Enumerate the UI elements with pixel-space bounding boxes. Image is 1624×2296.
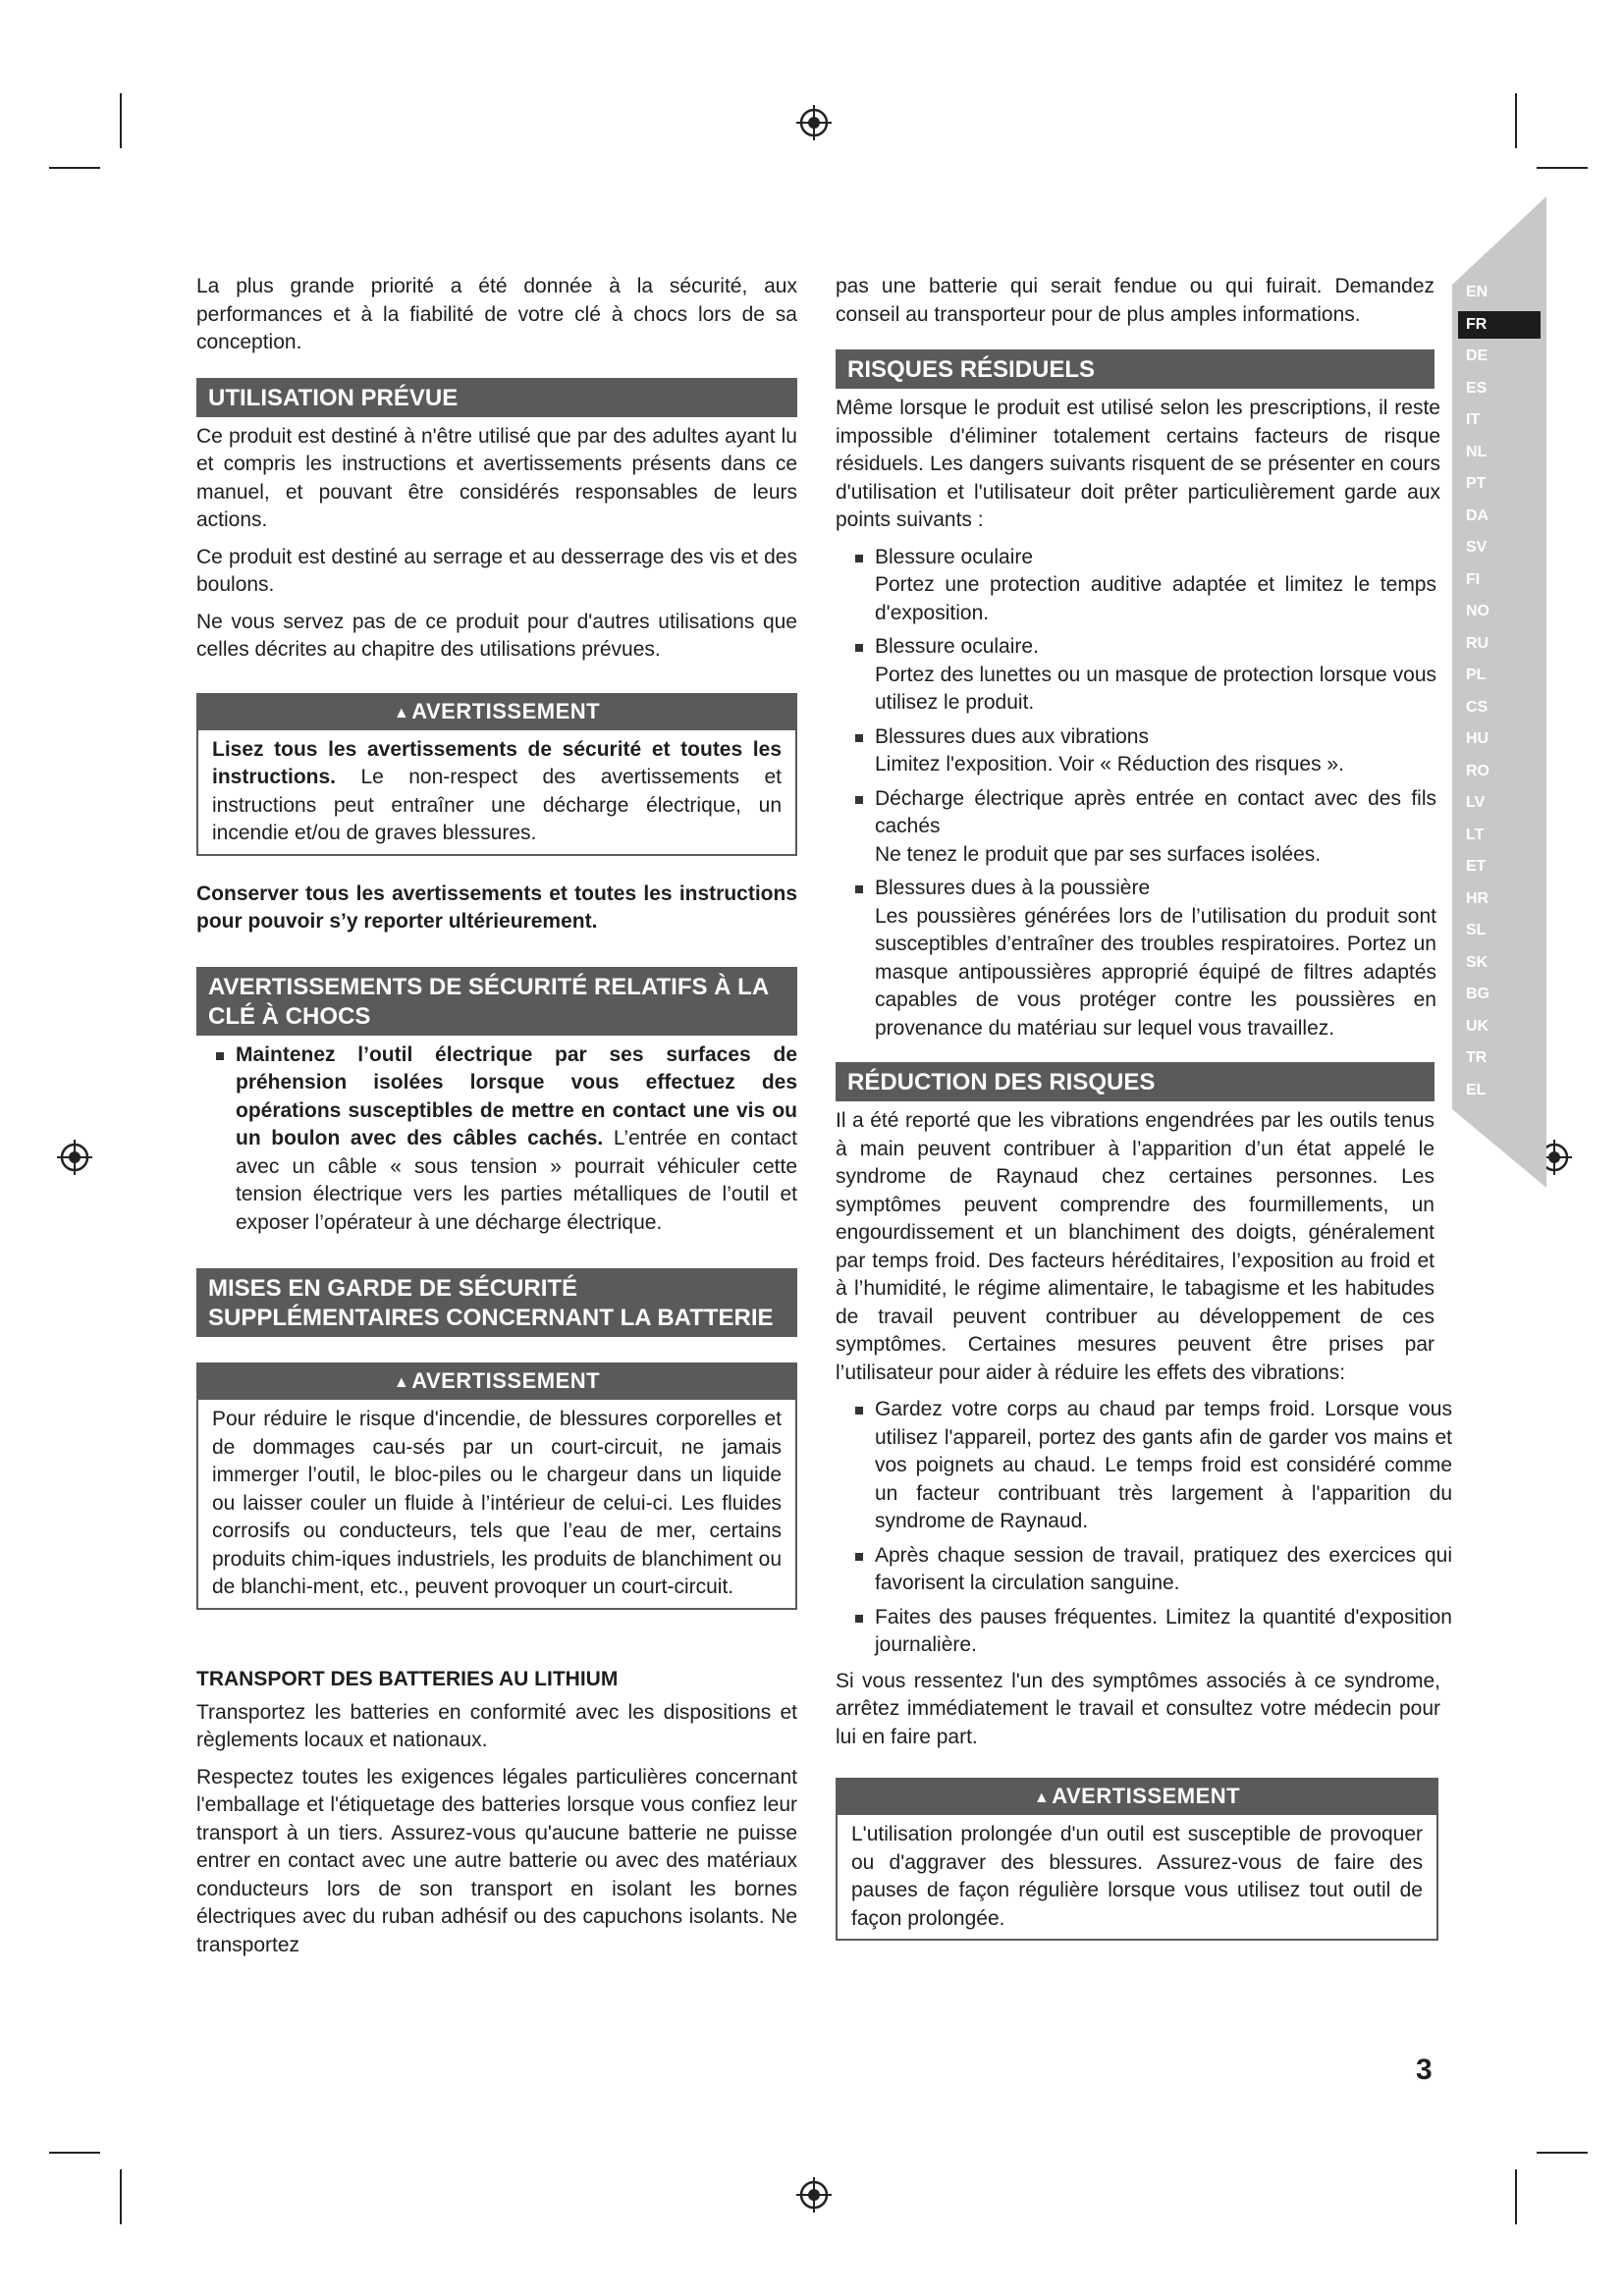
- list-item-title: Blessure oculaire: [875, 545, 1034, 568]
- crop-mark: [120, 2169, 122, 2224]
- warning-box: [196, 1362, 797, 1610]
- tab-nl[interactable]: NL: [1466, 443, 1488, 460]
- warning-text: L'utilisation prolongée d'un outil est susceptible de provoquer ou d'aggraver des blessures. Assurez-vous de faire des pauses de façon régulière lorsque vous utilisez tout outil de façon prolongée.: [851, 1823, 1423, 1930]
- tab-de[interactable]: DE: [1466, 347, 1489, 364]
- bullet-square-icon: [855, 1615, 863, 1623]
- tab-sl[interactable]: SL: [1466, 922, 1487, 938]
- crop-mark: [1537, 167, 1588, 169]
- list-item: [836, 1396, 1452, 1536]
- warning-text: [212, 736, 782, 848]
- bullet-square-icon: [855, 1407, 863, 1415]
- list-item-text: Limitez l'exposition. Voir « Réduction des risques ».: [875, 753, 1344, 775]
- tab-pl[interactable]: PL: [1466, 667, 1487, 683]
- list-item: [836, 1542, 1452, 1598]
- tab-tr[interactable]: TR: [1466, 1049, 1488, 1066]
- list-item: [836, 785, 1436, 870]
- intended-use-paragraph: Ne vous servez pas de ce produit pour d'autres utilisations que celles décrites au chapitre des utilisations prévues.: [196, 610, 797, 661]
- list-item-text: Ne tenez le produit que par ses surfaces isolées.: [875, 842, 1322, 866]
- registration-mark-icon: [794, 2175, 834, 2215]
- intro-paragraph: La plus grande priorité a été donnée à la sécurité, aux performances et à la fiabilité de votre clé à chocs lors de sa conception.: [196, 275, 797, 353]
- tab-bg[interactable]: BG: [1466, 986, 1489, 1002]
- warning-triangle-icon: ▲: [393, 1374, 410, 1391]
- page-number: 3: [1416, 2054, 1433, 2086]
- list-item: [196, 1041, 797, 1238]
- list-item-title: Décharge électrique après entrée en contact avec des fils cachés: [875, 786, 1436, 837]
- registration-mark-icon: [794, 103, 834, 142]
- warning-title: [198, 695, 795, 730]
- tab-da[interactable]: DA: [1466, 507, 1489, 524]
- list-item-title: Blessures dues à la poussière: [875, 877, 1151, 899]
- list-item-text: L’entrée en contact avec un câble « sous tension » pourrait véhiculer cette tension électrique vers les parties métalliques de l’outil et exposer l’opérateur à une décharge électrique.: [236, 1127, 797, 1234]
- bullet-square-icon: [855, 644, 863, 652]
- intended-use-paragraph: Ce produit est destiné au serrage et au desserrage des vis et des boulons.: [196, 545, 797, 596]
- crop-mark: [1515, 2169, 1517, 2224]
- transport-paragraph: Respectez toutes les exigences légales particulières concernant l'emballage et l'étiquetage des batteries lorsque vous confiez leur transport à un tiers. Assurez-vous qu'aucune batterie ne puisse entrer en contact avec une autre batterie ou avec des matériaux conducteurs lors de son transport en isolant les bornes électriques avec du ruban adhésif ou des capuchons isolants. Ne transportez: [196, 1765, 797, 1956]
- warning-title: [198, 1364, 795, 1400]
- bullet-square-icon: [855, 1553, 863, 1561]
- warning-body-text: Le non-respect des avertissements et instructions peut entraîner une décharge électrique, un incendie et/ou de graves blessures.: [212, 766, 782, 844]
- warning-title-text: AVERTISSEMENT: [1052, 1784, 1241, 1808]
- warning-triangle-icon: ▲: [1033, 1789, 1051, 1806]
- warning-box: [836, 1778, 1438, 1941]
- tab-it[interactable]: IT: [1466, 411, 1481, 428]
- list-item-text: Faites des pauses fréquentes. Limitez la quantité d'exposition journalière.: [875, 1605, 1452, 1656]
- tab-sk[interactable]: SK: [1466, 953, 1489, 971]
- reduction-list: [836, 1396, 1452, 1660]
- crop-mark: [49, 2152, 100, 2154]
- tab-ro[interactable]: RO: [1466, 762, 1489, 779]
- reduction-outro: Si vous ressentez l'un des symptômes associés à ce syndrome, arrêtez immédiatement le travail et consultez votre médecin pour lui en faire part.: [836, 1669, 1440, 1748]
- list-item-title: Blessures dues aux vibrations: [875, 724, 1149, 748]
- language-tabs: [1452, 196, 1546, 1188]
- warning-bold-text: Lisez tous les avertissements de sécurité et toutes les instructions.: [212, 737, 782, 788]
- section-heading-battery-safety: MISES EN GARDE DE SÉCURITÉ SUPPLÉMENTAIRES CONCERNANT LA BATTERIE: [196, 1268, 797, 1337]
- bullet-square-icon: [855, 796, 863, 804]
- list-item: [836, 1604, 1452, 1660]
- list-item-text: Les poussières générées lors de l’utilisation du produit sont susceptibles d’entraîner des troubles respiratoires. Portez un masque antipoussières approprié équipé de filtres adaptés capables de vous protéger contre les poussières en provenance du matériau sur lequel vous travaillez.: [875, 904, 1436, 1040]
- list-item: [836, 633, 1436, 718]
- section-heading-residual-risks: RISQUES RÉSIDUELS: [836, 349, 1435, 389]
- section-heading-intended-use: UTILISATION PRÉVUE: [196, 378, 797, 417]
- list-item-text: Portez des lunettes ou un masque de protection lorsque vous utilisez le produit.: [875, 663, 1436, 714]
- tab-et[interactable]: ET: [1466, 858, 1487, 875]
- warning-triangle-icon: ▲: [393, 704, 410, 721]
- list-item-text: Portez une protection auditive adaptée et limitez le temps d'exposition.: [875, 573, 1436, 624]
- list-item-text: Après chaque session de travail, pratiquez des exercices qui favorisent la circulation sanguine.: [875, 1543, 1452, 1594]
- tab-no[interactable]: NO: [1466, 603, 1489, 619]
- list-item-bold: Maintenez l’outil électrique par ses surfaces de préhension isolées lorsque vous effectuez des opérations susceptibles de mettre en contact une vis ou un boulon avec des câbles cachés.: [236, 1042, 797, 1149]
- warning-title-text: AVERTISSEMENT: [411, 1368, 601, 1393]
- list-item: [836, 723, 1436, 779]
- bullet-square-icon: [855, 734, 863, 742]
- warning-box: [196, 693, 797, 856]
- tab-en[interactable]: EN: [1466, 284, 1489, 300]
- tab-ru[interactable]: RU: [1466, 634, 1489, 652]
- section-heading-risk-reduction: RÉDUCTION DES RISQUES: [836, 1062, 1435, 1101]
- tab-hu[interactable]: HU: [1466, 730, 1489, 747]
- transport-paragraph: Transportez les batteries en conformité avec les dispositions et règlements locaux et nationaux.: [196, 1700, 797, 1751]
- section-heading-impact-safety: AVERTISSEMENTS DE SÉCURITÉ RELATIFS À LA CLÉ À CHOCS: [196, 967, 797, 1036]
- warning-text: Pour réduire le risque d'incendie, de blessures corporelles et de dommages cau-sés par un court-circuit, ne jamais immerger l’outil, le bloc-piles ou le chargeur dans un liquide ou laisser couler un fluide à l’intérieur de celui-ci. Les fluides corrosifs ou conducteurs, tels que l’eau de mer, certains produits chim-iques industriels, les produits de blanchiment ou de blanchi-ment, etc., peuvent provoquer un court-circuit.: [212, 1408, 782, 1598]
- tab-lv[interactable]: LV: [1466, 794, 1486, 811]
- tab-el[interactable]: EL: [1466, 1081, 1487, 1098]
- crop-mark: [1515, 93, 1517, 148]
- tab-hr[interactable]: HR: [1466, 889, 1489, 907]
- warning-title-text: AVERTISSEMENT: [411, 698, 601, 723]
- tab-pt[interactable]: PT: [1466, 475, 1487, 492]
- list-item: [836, 544, 1436, 628]
- residual-risk-list: [836, 544, 1436, 1043]
- list-item: [836, 875, 1436, 1042]
- transport-continued: pas une batterie qui serait fendue ou qui fuirait. Demandez conseil au transporteur pour de plus amples informations.: [836, 275, 1435, 326]
- tab-fi[interactable]: FI: [1466, 570, 1481, 588]
- tab-fr[interactable]: FR: [1458, 311, 1541, 339]
- keep-instructions: Conserver tous les avertissements et toutes les instructions pour pouvoir s’y reporter ultérieurement.: [196, 881, 797, 933]
- warning-title: [838, 1780, 1436, 1815]
- impact-safety-list: [196, 1041, 797, 1238]
- left-column: [196, 273, 797, 1968]
- bullet-square-icon: [855, 885, 863, 893]
- list-item-title: Blessure oculaire.: [875, 635, 1039, 658]
- tab-es[interactable]: ES: [1466, 379, 1488, 397]
- bullet-square-icon: [216, 1052, 224, 1060]
- tab-sv[interactable]: SV: [1466, 539, 1488, 556]
- tab-cs[interactable]: CS: [1466, 698, 1489, 716]
- reduction-intro: Il a été reporté que les vibrations engendrées par les outils tenus à main peuvent contribuer à l’apparition d’un état appelé le syndrome de Raynaud chez certaines personnes. Les symptômes peuvent comprendre des fourmillements, un engourdissement et un blanchiment des doigts, généralement par temps froid. Des facteurs héréditaires, l’exposition au froid et à l’humidité, le régime alimentaire, le tabagisme et les habitudes de travail peuvent contribuer au développement de ces symptômes. Certaines mesures peuvent être prises par l’utilisateur pour aider à réduire les effets des vibrations:: [836, 1109, 1435, 1384]
- tab-lt[interactable]: LT: [1466, 826, 1485, 843]
- crop-mark: [1537, 2152, 1588, 2154]
- crop-mark: [49, 167, 100, 169]
- list-item-text: Gardez votre corps au chaud par temps froid. Lorsque vous utilisez l'appareil, portez des gants afin de garder vos mains et vos poignets au chaud. Le temps froid est considéré comme un facteur contribuant très largement à l'apparition du syndrome de Raynaud.: [875, 1398, 1452, 1532]
- intended-use-paragraph: Ce produit est destiné à n'être utilisé que par des adultes ayant lu et compris les instructions et avertissements présents dans ce manuel, et pouvant être considérés responsables de leurs actions.: [196, 424, 797, 531]
- tab-uk[interactable]: UK: [1466, 1017, 1489, 1035]
- right-column: [836, 273, 1452, 1949]
- registration-mark-icon: [55, 1138, 94, 1177]
- crop-mark: [120, 93, 122, 148]
- bullet-square-icon: [855, 555, 863, 562]
- residual-intro: Même lorsque le produit est utilisé selon les prescriptions, il reste impossible d'éliminer totalement certains facteurs de risque résiduels. Les dangers suivants risquent de se présenter en cours d'utilisation et l'utilisateur doit prêter particulièrement garde aux points suivants :: [836, 397, 1440, 531]
- transport-heading: TRANSPORT DES BATTERIES AU LITHIUM: [196, 1667, 619, 1690]
